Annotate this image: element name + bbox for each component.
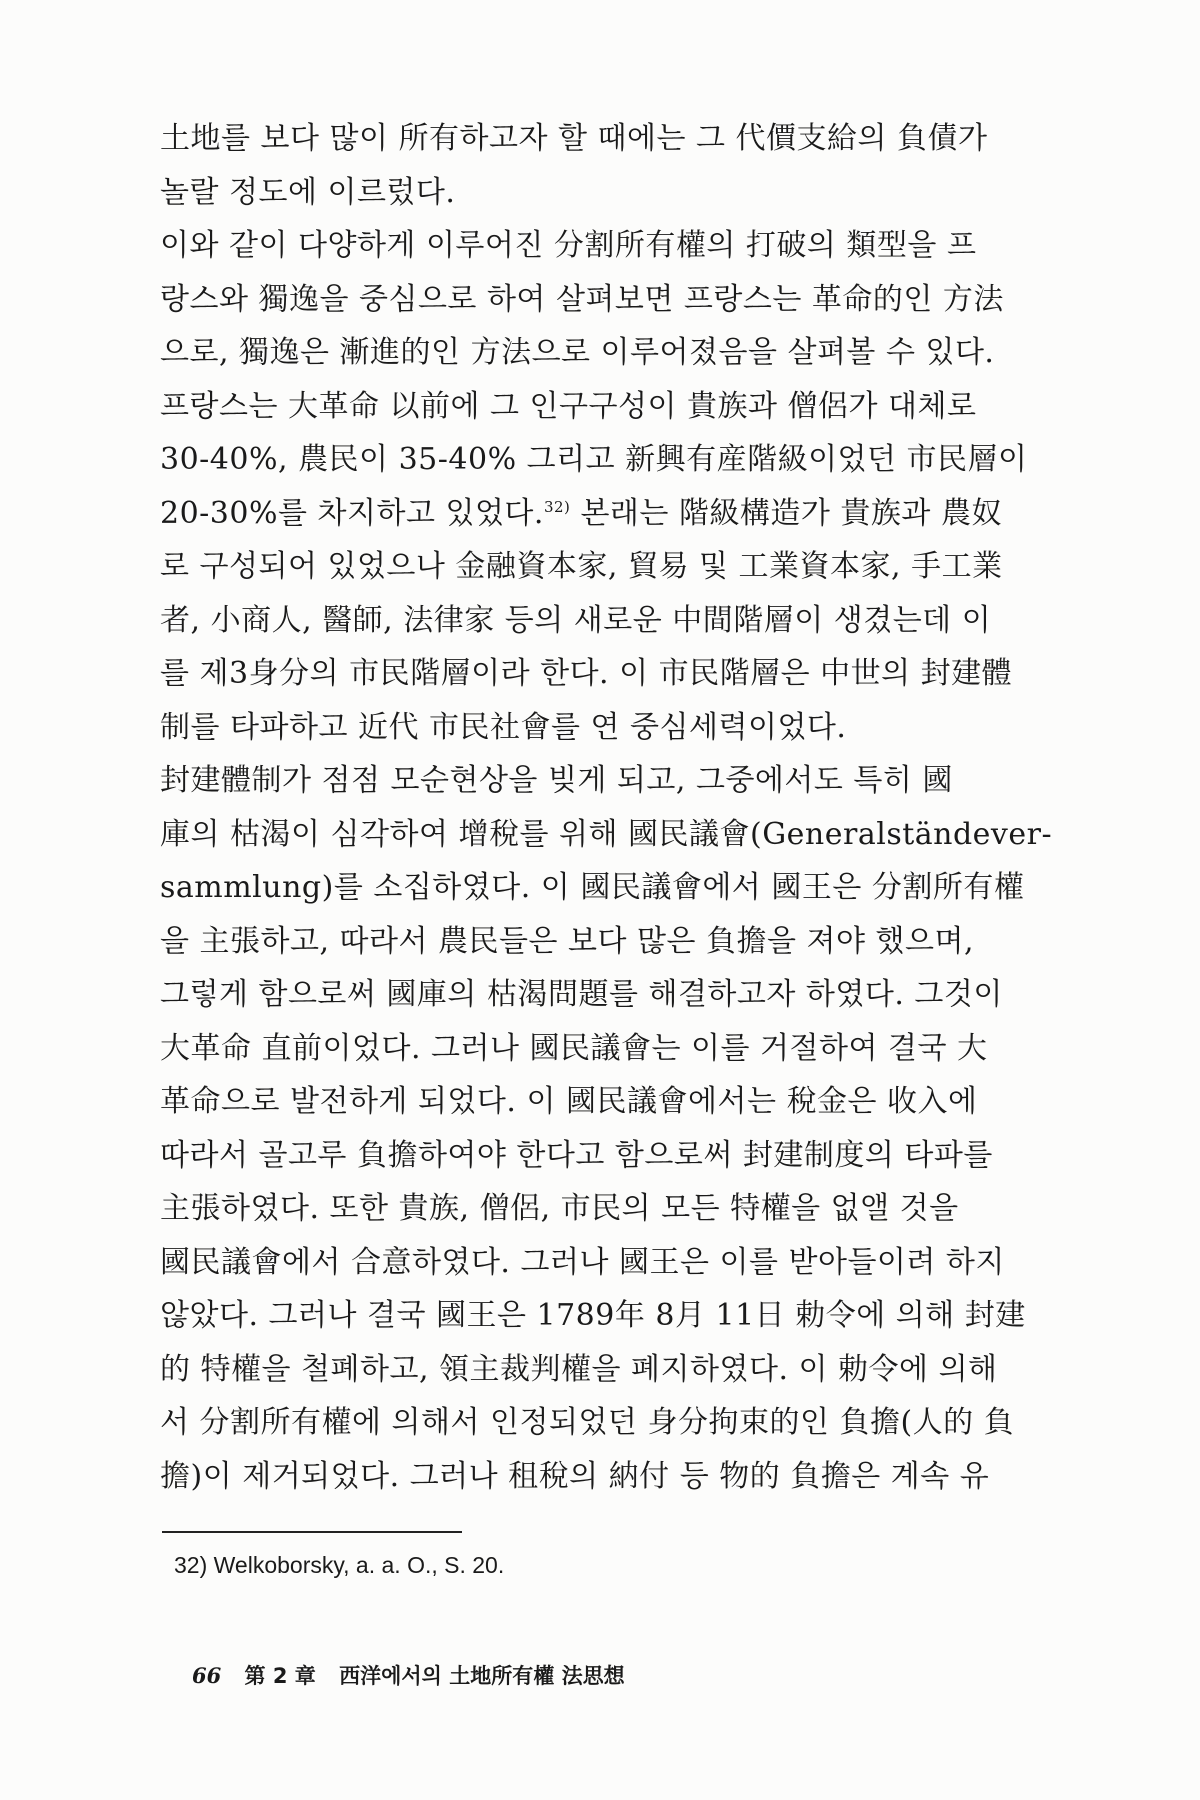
- footnote-divider: [162, 1531, 462, 1533]
- text-line: 30-40%, 農民이 35-40% 그리고 新興有産階級이었던 市民層이: [160, 442, 1028, 477]
- footnote-reference[interactable]: 32): [543, 497, 571, 516]
- text-line: 을 主張하고, 따라서 農民들은 보다 많은 負擔을 져야 했으며,: [160, 923, 975, 959]
- text-line-with-footnote: [160, 487, 1020, 541]
- text-line: 않았다. 그러나 결국 國王은 1789年 8月 11日 勅令에 의해 封建: [160, 1298, 1026, 1333]
- text-line: 大革命 直前이었다. 그러나 國民議會는 이를 거절하여 결국 大: [160, 1030, 988, 1066]
- text-line: 이와 같이 다양하게 이루어진 分割所有權의 打破의 類型을 프: [160, 228, 977, 263]
- text-line: 서 分割所有權에 의해서 인정되었던 身分拘束的인 負擔(人的 負: [160, 1405, 1015, 1440]
- body-text: [160, 112, 1053, 1503]
- text-line: 擔)이 제거되었다. 그러나 租稅의 納付 등 物的 負擔은 계속 유: [160, 1458, 990, 1494]
- page-footer: [192, 1660, 625, 1690]
- text-line: 的 特權을 철폐하고, 領主裁判權을 폐지하였다. 이 勅令에 의해: [160, 1351, 998, 1387]
- text-line: 主張하였다. 또한 貴族, 僧侶, 市民의 모든 特權을 없앨 것을: [160, 1191, 959, 1226]
- text-line: 封建體制가 점점 모순현상을 빚게 되고, 그중에서도 특히 國: [160, 763, 953, 798]
- text-line: 따라서 골고루 負擔하여야 한다고 함으로써 封建制度의 타파를: [160, 1137, 993, 1173]
- text-line-tail: 본래는 階級構造가 貴族과 農奴: [570, 495, 1002, 531]
- text-line: 革命으로 발전하게 되었다. 이 國民議會에서는 稅金은 收入에: [160, 1084, 978, 1119]
- text-line: 랑스와 獨逸을 중심으로 하여 살펴보면 프랑스는 革命的인 方法: [160, 281, 1004, 317]
- footnote: 32) Welkoborsky, a. a. O., S. 20.: [174, 1552, 505, 1578]
- text-line: sammlung)를 소집하였다. 이 國民議會에서 國王은 分割所有權: [160, 870, 1025, 905]
- text-line: 놀랄 정도에 이르렀다.: [160, 174, 456, 210]
- text-line: 그렇게 함으로써 國庫의 枯渴問題를 해결하고자 하였다. 그것이: [160, 977, 1003, 1012]
- text-line: 國民議會에서 合意하였다. 그러나 國王은 이를 받아들이려 하지: [160, 1244, 1005, 1280]
- text-line: 를 제3身分의 市民階層이라 한다. 이 市民階層은 中世의 封建體: [160, 656, 1013, 691]
- text-line: 土地를 보다 많이 所有하고자 할 때에는 그 代價支給의 負債가: [160, 121, 988, 156]
- page-number: 66: [192, 1663, 222, 1688]
- text-line: 者, 小商人, 醫師, 法律家 등의 새로운 中間階層이 생겼는데 이: [160, 602, 992, 638]
- chapter-label: 第 2 章: [244, 1664, 316, 1688]
- text-line: 로 구성되어 있었으나 金融資本家, 貿易 및 工業資本家, 手工業: [160, 549, 1003, 584]
- running-title: 西洋에서의 土地所有權 法思想: [339, 1664, 625, 1688]
- text-line: 프랑스는 大革命 以前에 그 인구구성이 貴族과 僧侶가 대체로: [160, 388, 977, 424]
- text-line: 으로, 獨逸은 漸進的인 方法으로 이루어졌음을 살펴볼 수 있다.: [160, 335, 995, 370]
- text-line: 制를 타파하고 近代 市民社會를 연 중심세력이었다.: [160, 709, 847, 745]
- text-line: 庫의 枯渴이 심각하여 增稅를 위해 國民議會(Generalständever-: [160, 816, 1053, 852]
- text-line-head: 20-30%를 차지하고 있었다.: [160, 495, 544, 531]
